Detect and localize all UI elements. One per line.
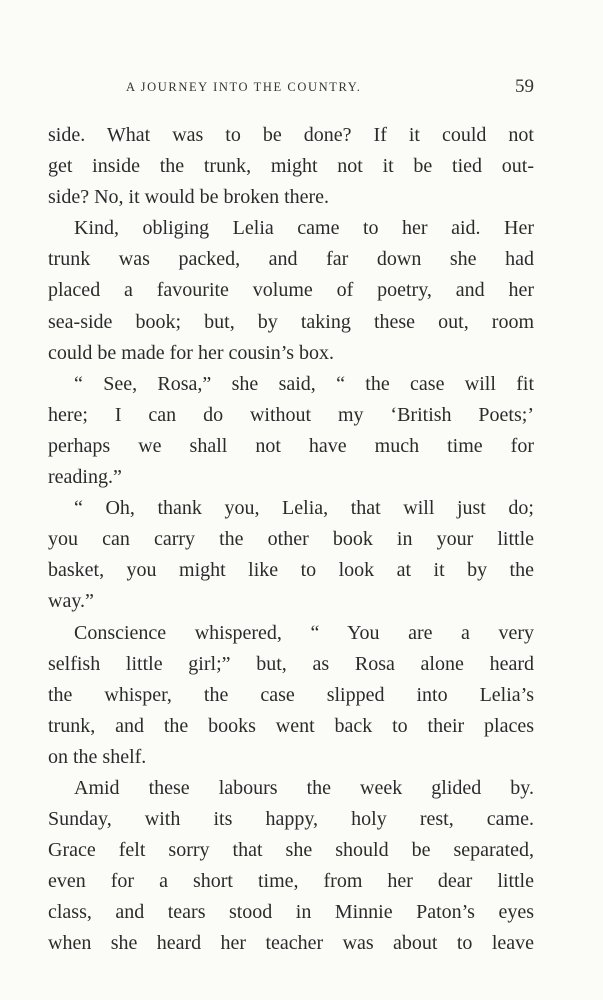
text-line: Sunday, with its happy, holy rest, came. bbox=[48, 808, 534, 831]
text-line: could be made for her cousin’s box. bbox=[48, 341, 335, 364]
body-text bbox=[48, 120, 534, 960]
text-line: class, and tears stood in Minnie Paton’s eyes bbox=[48, 901, 534, 924]
text-line: even for a short time, from her dear little bbox=[48, 870, 534, 893]
text-line: the whisper, the case slipped into Lelia’s bbox=[48, 683, 534, 706]
text-line: Grace felt sorry that she should be separated, bbox=[48, 839, 534, 862]
text-line: selfish little girl;” but, as Rosa alone heard bbox=[48, 652, 534, 675]
text-line: perhaps we shall not have much time for bbox=[48, 434, 534, 457]
text-line: Conscience whispered, “ You are a very bbox=[74, 621, 534, 644]
text-line: Amid these labours the week glided by. bbox=[74, 776, 534, 799]
text-line: get inside the trunk, might not it be tied out- bbox=[48, 155, 534, 178]
text-line: you can carry the other book in your little bbox=[48, 528, 534, 551]
text-line: side. What was to be done? If it could not bbox=[48, 124, 534, 146]
text-line: trunk, and the books went back to their places bbox=[48, 714, 534, 737]
text-line: here; I can do without my ‘British Poets;’ bbox=[48, 403, 534, 426]
text-line: sea-side book; but, by taking these out, room bbox=[48, 310, 534, 333]
text-line: way.” bbox=[48, 590, 94, 613]
text-line: reading.” bbox=[48, 466, 122, 489]
page-header bbox=[48, 76, 534, 102]
text-line: when she heard her teacher was about to leave bbox=[48, 932, 534, 955]
text-line: trunk was packed, and far down she had bbox=[48, 248, 534, 271]
running-head: A JOURNEY INTO THE COUNTRY. bbox=[126, 80, 362, 94]
text-line: Kind, obliging Lelia came to her aid. Her bbox=[74, 217, 534, 240]
text-line: on the shelf. bbox=[48, 745, 147, 768]
text-line: basket, you might like to look at it by the bbox=[48, 559, 534, 582]
text-line: side? No, it would be broken there. bbox=[48, 186, 330, 209]
text-line: “ See, Rosa,” she said, “ the case will fit bbox=[74, 372, 534, 395]
page-number: 59 bbox=[515, 76, 534, 97]
text-line: placed a favourite volume of poetry, and her bbox=[48, 279, 534, 302]
text-line: “ Oh, thank you, Lelia, that will just do; bbox=[74, 497, 534, 520]
